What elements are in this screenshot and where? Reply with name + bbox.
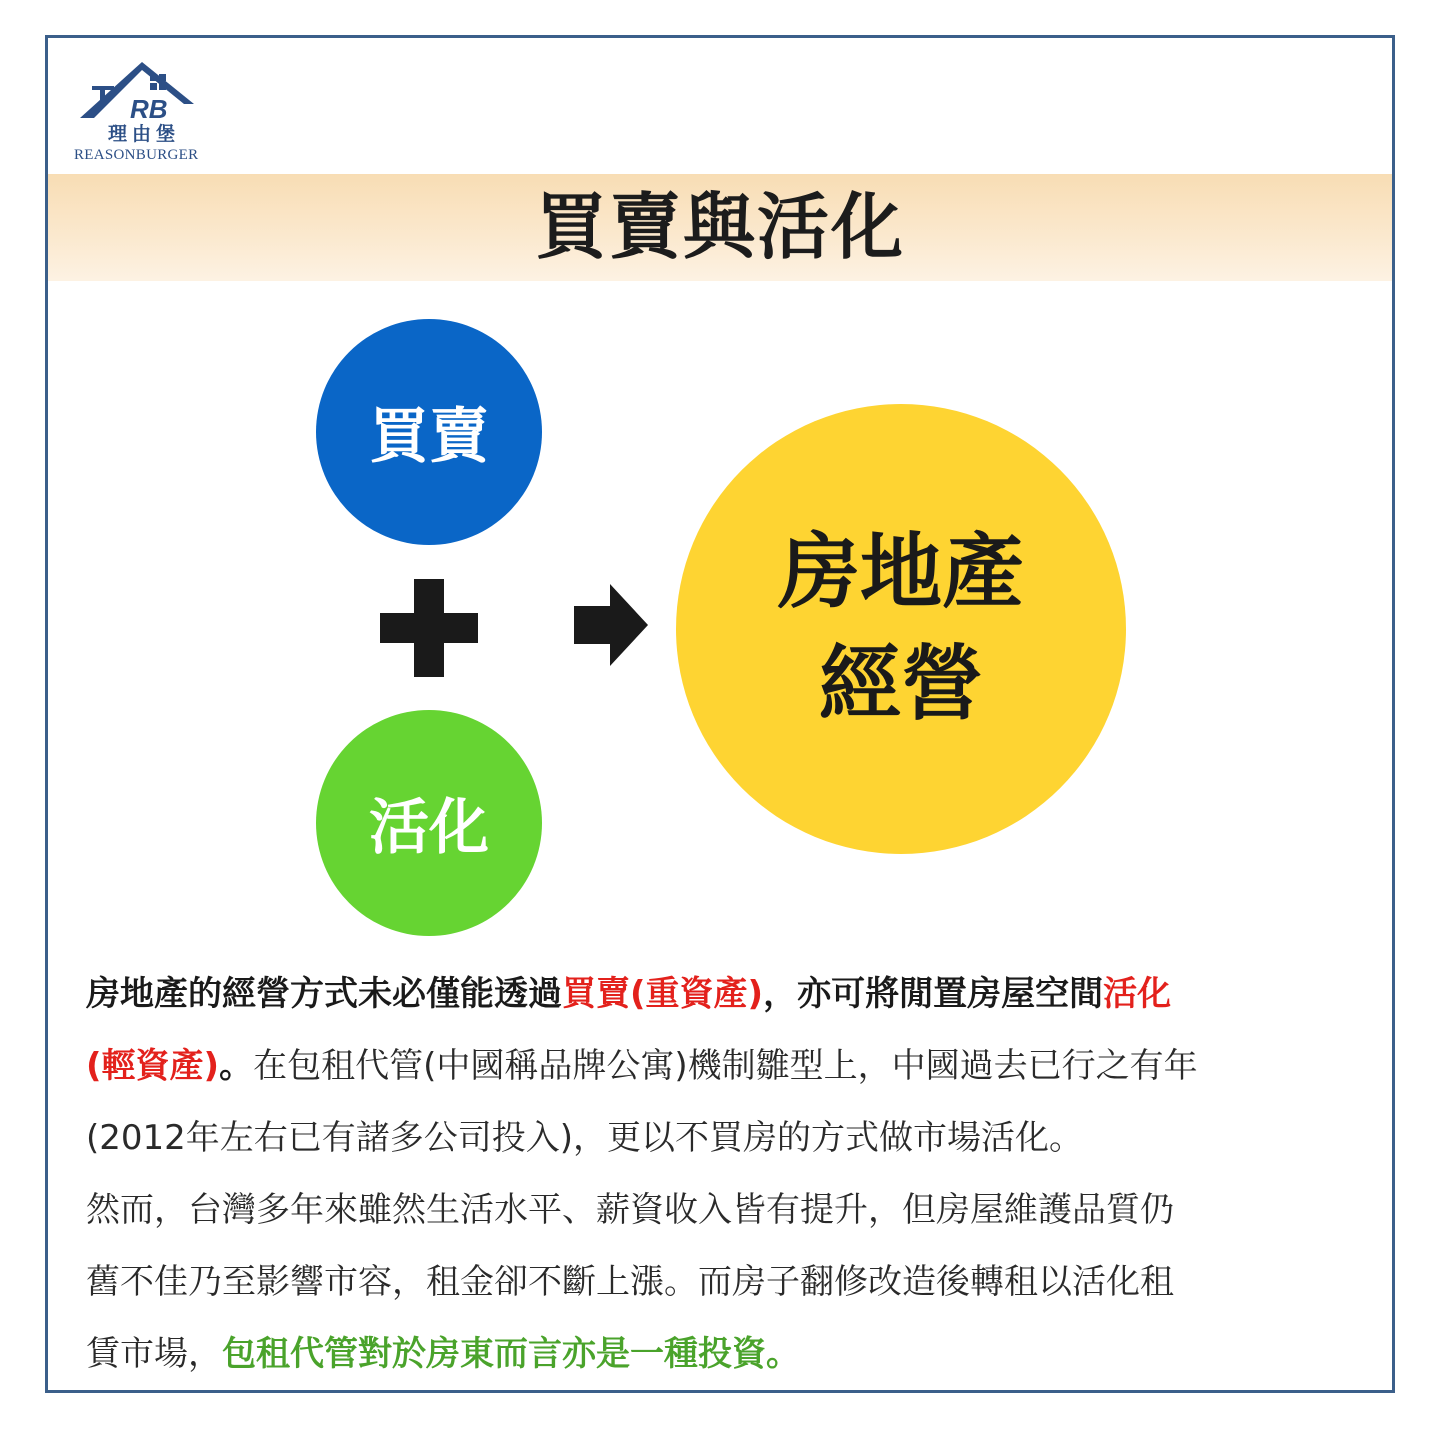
logo-mark-text: RB xyxy=(130,94,168,124)
title-banner xyxy=(48,174,1392,281)
highlight-light-asset: (輕資產) xyxy=(86,1046,220,1086)
body-line-4: 然而，台灣多年來雖然生活水平、薪資收入皆有提升，但房屋維護品質仍 xyxy=(86,1190,1174,1230)
body-text-bold: 。 xyxy=(219,1046,254,1086)
logo-name-cn: 理由堡 xyxy=(108,123,181,145)
body-line-3: (2012年左右已有諸多公司投入)，更以不買房的方式做市場活化。 xyxy=(86,1118,1084,1158)
highlight-activate: 活化 xyxy=(1103,974,1172,1014)
arrow-right-icon xyxy=(574,584,648,666)
body-text xyxy=(86,958,1386,1390)
logo-name-en: REASONBURGER xyxy=(74,147,199,163)
plus-icon xyxy=(380,579,478,677)
buy-sell-circle xyxy=(316,319,542,545)
buy-sell-label: 買賣 xyxy=(369,402,489,472)
highlight-buy-sell: 買賣(重資產) xyxy=(562,974,764,1014)
body-text-bold: ，亦可將閒置房屋空間 xyxy=(763,974,1104,1014)
card-frame xyxy=(45,35,1395,1393)
body-line-6 xyxy=(86,1318,1386,1390)
body-line-2 xyxy=(86,1030,1386,1102)
body-line-5: 舊不佳乃至影響市容，租金卻不斷上漲。而房子翻修改造後轉租以活化租 xyxy=(86,1262,1174,1302)
house-logo-icon xyxy=(72,52,222,124)
reasonburger-logo xyxy=(72,52,222,170)
real-estate-management-circle xyxy=(676,404,1126,854)
result-label-line1: 房地產 xyxy=(777,525,1024,620)
result-label-line2: 經營 xyxy=(818,637,983,732)
body-text-bold: 房地產的經營方式未必僅能透過 xyxy=(86,974,562,1014)
body-text: 在包租代管(中國稱品牌公寓)機制雛型上，中國過去已行之有年 xyxy=(253,1046,1198,1086)
body-text: 賃市場， xyxy=(86,1334,222,1374)
activate-label: 活化 xyxy=(369,793,489,863)
page-title: 買賣與活化 xyxy=(534,185,905,269)
activate-circle xyxy=(316,710,542,936)
highlight-investment: 包租代管對於房東而言亦是一種投資。 xyxy=(222,1334,800,1374)
body-line-1 xyxy=(86,958,1386,1030)
